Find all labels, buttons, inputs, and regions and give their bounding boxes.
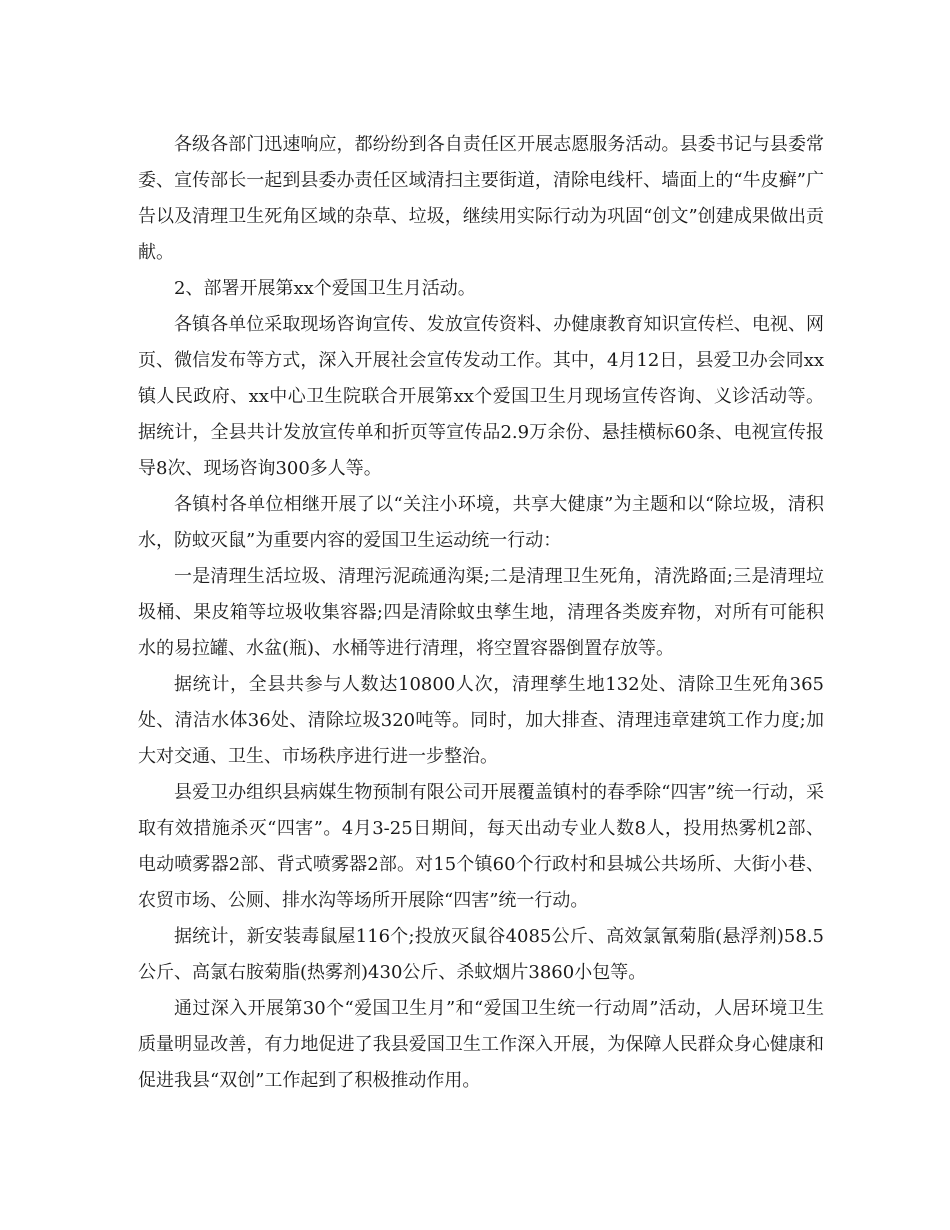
paragraph-volunteer-service: 各级各部门迅速响应，都纷纷到各自责任区开展志愿服务活动。县委书记与县委常委、宣传部长一起到县委办责任区域清扫主要街道，清除电线杆、墙面上的“牛皮癣”广告以及清理卫生死角区域的杂草、垃圾，继续用实际行动为巩固“创文”创建成果做出贡献。: [138, 134, 824, 263]
paragraph-pest-control-stats: 据统计，新安装毒鼠屋116个;投放灭鼠谷4085公斤、高效氯氰菊脂(悬浮剂)58.5公斤、高氯右胺菊脂(热雾剂)430公斤、杀蚊烟片3860小包等。: [138, 926, 824, 983]
paragraph-publicity: 各镇各单位采取现场咨询宣传、发放宣传资料、办健康教育知识宣传栏、电视、网页、微信发布等方式，深入开展社会宣传发动工作。其中，4月12日，县爱卫办会同xx镇人民政府、xx中心卫生院联合开展第xx个爱国卫生月现场宣传咨询、义诊活动等。据统计，全县共计发放宣传单和折页等宣传品2.9万余份、悬挂横标60条、电视宣传报导8次、现场咨询300多人等。: [138, 314, 824, 479]
paragraph-unified-action: 各镇村各单位相继开展了以“关注小环境，共享大健康”为主题和以“除垃圾，清积水，防蚊灭鼠”为重要内容的爱国卫生运动统一行动：: [138, 494, 824, 551]
paragraph-four-pests-action: 县爱卫办组织县病媒生物预制有限公司开展覆盖镇村的春季除“四害”统一行动，采取有效措施杀灭“四害”。4月3-25日期间，每天出动专业人数8人，投用热雾机2部、电动喷雾器2部、背式喷雾器2部。对15个镇60个行政村和县城公共场所、大街小巷、农贸市场、公厕、排水沟等场所开展除“四害”统一行动。: [138, 782, 824, 911]
paragraph-participation-stats: 据统计，全县共参与人数达10800人次，清理孳生地132处、清除卫生死角365处、清洁水体36处、清除垃圾320吨等。同时，加大排查、清理违章建筑工作力度;加大对交通、卫生、市场秩序进行进一步整治。: [138, 674, 824, 767]
paragraph-conclusion: 通过深入开展第30个“爱国卫生月”和“爱国卫生统一行动周”活动，人居环境卫生质量明显改善，有力地促进了我县爱国卫生工作深入开展，为保障人民群众身心健康和促进我县“双创”工作起到了积极推动作用。: [138, 998, 824, 1091]
paragraph-cleanup-items: 一是清理生活垃圾、清理污泥疏通沟渠;二是清理卫生死角，清洗路面;三是清理垃圾桶、果皮箱等垃圾收集容器;四是清除蚊虫孳生地，清理各类废弃物，对所有可能积水的易拉罐、水盆(瓶)、水桶等进行清理，将空置容器倒置存放等。: [138, 566, 824, 659]
paragraph-heading-health-month: 2、部署开展第xx个爱国卫生月活动。: [174, 278, 476, 299]
document-body: [138, 127, 824, 1099]
